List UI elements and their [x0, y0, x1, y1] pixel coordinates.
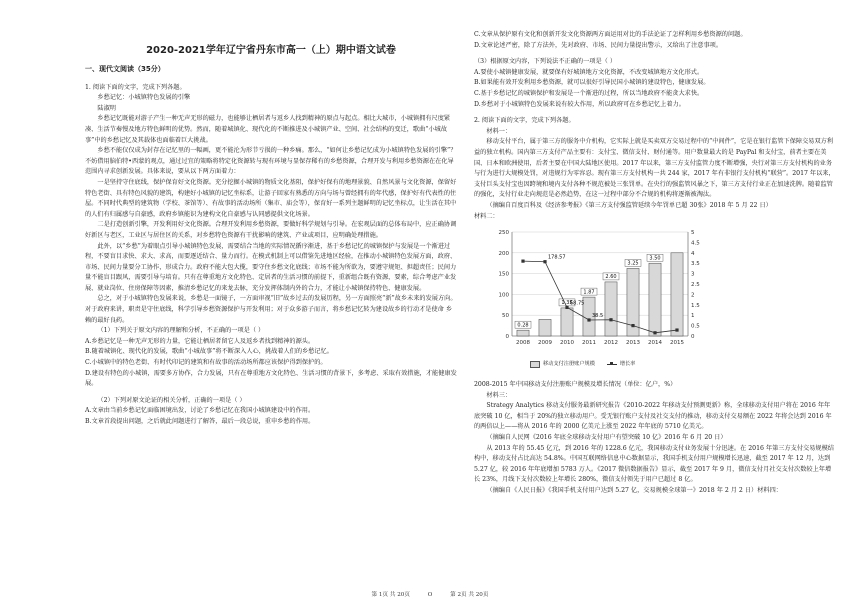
left-paragraph: 此外，以“乡愁”为着眼点引导小城镇特色发展，需要结合当地的实际情况循序渐进，基于乡愁记忆的城镇保护与发展是一个渐进过程，不要盲目求快、求大、求高，而要逐近结合、量力而行。在模式机制上可以借鉴先进地区经验，在推动小城镇特色发展方面，政府、市场、民间力量要分工协作，形成合力。政府不能大包大揽，要守住乡愁文化底线；市场不能为所欲为，要遵守规矩、担超责任；民间力量不能盲目跟风，需要引导与培育。只有在尊重地方文化特色、定居者的生活习惯的前提下，重新组合既有资源，要素，综合考虑产业发展、就业岗位、住房保障等因素，推清乡愁记忆的来龙去脉，充分发挥体制内外的合力，才能让小城镇保持特色、健康发展。 [85, 242, 457, 292]
bar-data-label: 1.87 [583, 289, 595, 296]
right-page [474, 0, 836, 608]
x-tick-label: 2013 [626, 340, 640, 347]
growth-point [675, 329, 678, 332]
y-tick-label: 0 [505, 334, 509, 341]
left-paragraph: （2）下列对原文论证的相关分析，正确的一项是（ ） [97, 396, 246, 404]
bar-data-label: 0.28 [517, 322, 529, 329]
bar [561, 308, 573, 336]
right-top-paragraph: A.要使小城镇健康发展，就要保有好城镇地方文化资源，不改变城镇地方文化形式。 [474, 68, 704, 76]
y-tick-label: 200 [498, 250, 509, 257]
y2-tick-label: 4.5 [691, 240, 700, 247]
growth-point [653, 331, 656, 334]
bar [671, 253, 683, 336]
left-paragraph: （1）下列关于原文内容的理解和分析，不正确的一项是（ ） [97, 327, 265, 335]
bar-data-label: 1.35 [561, 300, 573, 307]
left-paragraph: 二是打造创新引擎，开发利用好文化资源。合理开发利用乡愁资源，要做好科学规划与引导。在宏观层面的总体布局中，应正确协调好新区与老区，工业区与居住区的关系，对乡愁特色资源有干扰影响的建筑、产业或项目，应明确处理措施。 [85, 221, 457, 239]
left-paragraph: A.文章由当前乡愁记忆面临困境出发，讨论了乡愁记忆在我国小城镇建设中的作用。 [85, 407, 315, 415]
y-tick-label: 50 [502, 313, 509, 320]
footer-page-right: 第 2页 共 20页 [450, 592, 489, 598]
left-paragraph: 乡愁记忆既能对游子产生一种无声无形的磁力，也能够让栖居者与返乡人找到精神的原点与起点。相比大城市，小城镇拥有尺度紧凑、生活节奏慢及地方特色鲜明的优势。然而，随着城镇化、现代化的不断推进及小城镇产业、空间、社会结构的变迁，歌曲“小城故事”中的乡愁记忆及其载体也面临着巨大挑战。 [85, 115, 451, 144]
left-paragraph: 1. 阅读下面的文字，完成下列各题。 [85, 83, 186, 91]
chart [490, 224, 710, 362]
line-data-label: 68.75 [570, 300, 585, 307]
line-data-label: 178.57 [548, 254, 566, 261]
x-tick-label: 2014 [648, 340, 662, 347]
right-top-paragraph: D.文章论述严密，除了方法外，先对政府、市场、民间力量提出警示，又给出了注意事项。 [474, 41, 723, 49]
right-bottom-paragraph: 材料三： [486, 391, 512, 399]
page-footer [0, 590, 860, 598]
right-top-paragraph: D.乡愁对于小城镇特色发展来说有较大作用，所以政府可在乡愁记忆上着力。 [474, 100, 685, 108]
right-top-paragraph: （摘编自百度百科及《经济参考报》《第三方支付强监管延续今年罚单已超 30张》2018 年 5 月 22 日） [486, 201, 772, 209]
y2-tick-label: 3.5 [691, 261, 700, 268]
y2-tick-label: 4 [691, 250, 695, 257]
right-top-paragraph: C.文章从保护原有文化和创新开发文化资源两方面运用对比的手法论证了怎样利用乡愁资源的问题。 [474, 31, 747, 38]
bar-data-label: 2.60 [605, 274, 617, 281]
growth-point [521, 260, 524, 263]
exam-title: 2020-2021学年辽宁省丹东市高一（上）期中语文试卷 [146, 45, 396, 56]
right-bottom-paragraph: Strategy Analytics 移动支付服务最新研究报告《2010-2022 年移动支付预测更新》称，全球移动支付用户将在 2016 年年底突破 10 亿，相当于 20%的独立移动用户。受无银行账户支付及社交支付的推动，移动支付交易额在 2022 年将会达到 2016 年的两倍以上——将从 2016 年的 2000 亿美元上涨至 2022 年年底的 5710 亿美元。 [474, 402, 832, 431]
right-bottom-paragraph: 从 2013 年的 55.45 亿元，到 2016 年的 1228.6 亿元，我国移动支付业务发展十分迅速。在 2016 年第三方支付交易规模结构中，移动支付占比高达 54.8%。中国互联网络信息中心数据显示，我国手机支付用户规模增长迅速，截至 2017 年 12 月，达到 5.27 亿，较 2016 年年底增加 5783 万人。《2017 微信数据报告》显示，截至 2017 年 9 月，微信支付月社交支付次数较上年增长 23%，月线下支付次数较上年增长 280%，微信支付领先于用户已超过 8 亿。 [474, 444, 834, 484]
growth-point [609, 318, 612, 321]
left-paragraph: 陆淑明 [97, 104, 116, 112]
left-paragraph: B.随着城镇化、现代化的发展，歌曲“小城故事”将不断深入人心，挑战着人们的乡愁记忆。 [85, 348, 333, 356]
bar [539, 319, 551, 336]
bar-data-label: 3.50 [649, 255, 661, 262]
right-top-paragraph: 材料一： [486, 127, 512, 135]
bar-data-label: 3.25 [627, 260, 639, 267]
right-bottom-paragraph: （摘编自《人民日报》《我国手机支付用户达到 5.27 亿，交易规模全球第一》2018 年 2 月 2 日）材料四： [486, 487, 782, 495]
y2-tick-label: 2.5 [691, 282, 700, 289]
legend-label-bar: 移动支付注册账户规模 [543, 361, 595, 368]
left-paragraph: D.建设有特色的小城镇，需要多方协作，合力发展，只有在尊重地方文化特色、生活习惯的背景下，多考虑、采取有效措施，才能健康发展。 [85, 369, 457, 388]
growth-point [587, 318, 590, 321]
y2-tick-label: 5 [691, 230, 695, 237]
y-tick-label: 100 [498, 292, 509, 299]
chart-caption: 2008-2015 年中国移动支付注册账户规模及增长情况（单位：亿户，%） [474, 381, 677, 389]
growth-point [565, 306, 568, 309]
left-paragraph: A.乡愁记忆是一种无声无形的力量，它能让栖居者留它人及返乡者找到精神的源头。 [85, 337, 315, 345]
left-paragraph: 总之，对于小城镇特色发展来说，乡愁是一面镜子，一方面审视“旧”故乡过去的发展历程，另一方面照亮“新”故乡未来的发展方向。对于政府来讲，职责是守住底线，科学引导乡愁资源保护与开发利用；对于众多游子而言，将乡愁记忆转为建设故乡的行动才是使命 乡赖的最好良药。 [85, 295, 457, 324]
right-body-top [474, 30, 836, 222]
left-paragraph: B.文章首段提出问题，之后就此问题进行了解答，最后一段总说，重申乡愁的作用。 [85, 418, 315, 425]
right-bottom-paragraph: （摘编自人民网《2016 年底全球移动支付用户有望突破 10 亿》2016 年 6 月 20 日） [486, 434, 727, 442]
x-tick-label: 2010 [560, 340, 574, 347]
right-top-paragraph: 材料二： [474, 212, 499, 220]
bar [517, 330, 529, 336]
legend-swatch-line [607, 364, 617, 365]
y-tick-label: 250 [498, 230, 509, 237]
x-tick-label: 2008 [516, 340, 530, 347]
y2-tick-label: 1.5 [691, 302, 700, 309]
right-top-paragraph: B.如果能有效开发利用乡愁资源，就可以很好引导民国小城镇的建设特色，健康发展。 [474, 79, 710, 87]
growth-point [543, 260, 546, 263]
y2-tick-label: 3 [691, 271, 695, 278]
x-tick-label: 2012 [604, 340, 618, 347]
x-tick-label: 2009 [538, 340, 552, 347]
right-top-paragraph: 移动支付平台，属于第三方的服务中介机构，它实际上就是买卖双方交易过程中的“中间件”，它是在银行监管下保障交易双方利益的独立机构。国内第三方支付产品主要有：支付宝、微信支付、财付通等。用户数量最大的是 PayPal 和支付宝，前者主要在美国、日本和欧洲使用，后者主要在中国大陆地区使用。2017 年以来，第三方支付监管力度不断增强，央行对第三方支付机构的业务与行为进行大规模处罚，对违规行为零容忍。现有第三方支付机构一共 244 家，2017 年有非银行支付机构“联营”。2017 年以来，支付巨头支付宝也因跨境和境内支付各种不规范被处三张罚单。在央行的强监管风暴之下，第三方支付行业正在加速洗牌。随着监管的强化，支付行业走向规范是必然趋势，在这一过程中部分不合规的机构将逐渐被淘汰。 [474, 138, 835, 199]
left-page [85, 0, 457, 608]
growth-point [631, 324, 634, 327]
y2-tick-label: 1 [691, 313, 695, 320]
left-paragraph: C.小城镇中的特色老街、有时代印记的建筑和有故事的活动场所都应该保护得到保护的。 [85, 359, 327, 367]
line-data-label: 38.5 [592, 313, 604, 320]
x-tick-label: 2015 [670, 340, 684, 347]
right-top-paragraph: C.基于乡愁记忆的城镇保护和发展是一个渐进的过程，所以当地政府不能贪大求快。 [474, 89, 704, 97]
left-paragraph: 乡愁不能仅仅成为封存在记忆里的一幅画，更不能沦为形节亏损的一种乡痛。那么，“如何让乡愁记忆成为小城镇特色发展的引擎”？不妨借用脑伯特•西蒙的观点，通过过宜的策略将特定化资源转与现有环境与显保存稀有的乡愁资源，合理开发与利用乡愁资源在在化导范围内寻求创新发展。具体来说，要从以下两方面着力： [85, 147, 457, 176]
footer-page-left: 第 1页 共 20页 [371, 592, 410, 598]
right-top-paragraph: （3）根据原文内容，下列说法不正确的一项是（ ） [474, 58, 617, 66]
y-tick-label: 150 [498, 271, 509, 278]
x-tick-label: 2011 [582, 340, 596, 347]
right-top-paragraph: 2. 阅读下面的文字，完成下列各题。 [474, 117, 575, 125]
section-heading: 一、现代文阅读（35分） [85, 65, 165, 73]
footer-divider: O [427, 592, 433, 598]
bar-line-chart [490, 224, 710, 354]
bar [605, 282, 617, 336]
y2-tick-label: 2 [691, 292, 695, 299]
right-body-bottom [474, 391, 836, 497]
y2-tick-label: 0 [691, 334, 695, 341]
y2-tick-label: 0.5 [691, 323, 700, 330]
left-paragraph: 乡愁记忆：小城镇特色发展的引擎 [97, 94, 191, 102]
left-paragraph: 一是坚持守住底线，保护保育好文化资源。充分挖掘小城镇的物质文化基阻，保护好保有的地理景貌、自然风景与文化资源，保留好特色老街、具有特色风貌的建筑，构建好小城镇的记忆坐标系，让游子回家有熟悉的方向与场与曾经拥有的年代感，保护好有代表性的住屋。不同时代典型的建筑物（学校、茶馆等）、有故事的活动场所（集市、庙会等），保育好一系列主题鲜明的记忆坐标点，让生活在其中的人们有归属感与自豪感，政府乡镇能识为建构文化自豪感与认同感提供文化场景。 [85, 178, 457, 218]
legend-label-line: 增长率 [619, 361, 636, 368]
bar [649, 263, 661, 336]
left-body [85, 83, 457, 428]
